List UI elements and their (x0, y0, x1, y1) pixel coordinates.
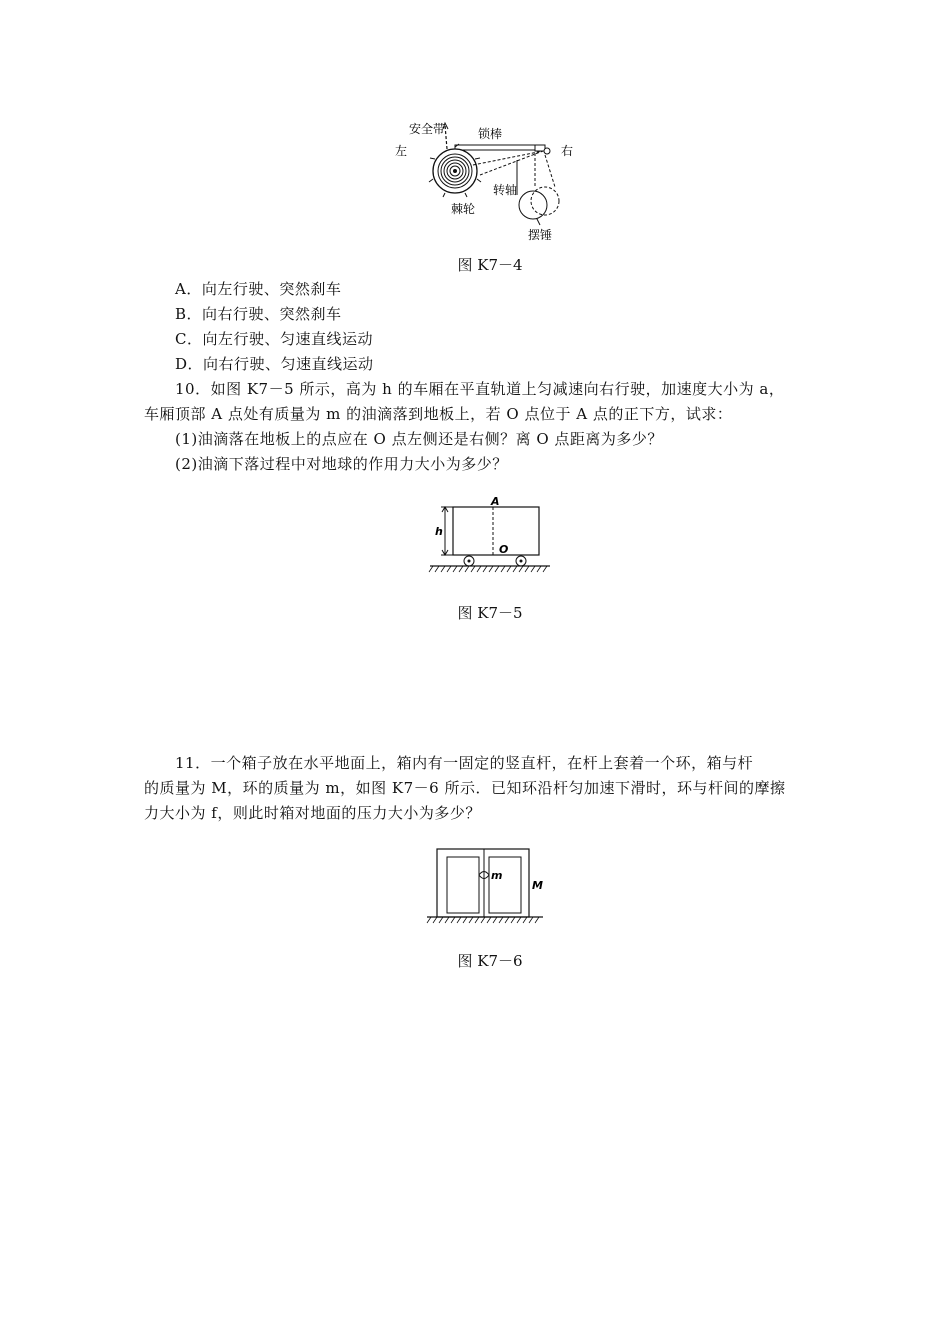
q10-line-2: 车厢顶部 A 点处有质量为 m 的油滴落到地板上，若 O 点位于 A 点的正下方，试求： (144, 405, 733, 423)
q10-line-1: 10．如图 K7－5 所示，高为 h 的车厢在平直轨道上匀减速向右行驶，加速度大小为 a， (175, 380, 785, 398)
figure-caption-k7-5: 图 K7－5 (457, 604, 523, 622)
q10-sub-1: (1)油滴落在地板上的点应在 O 点左侧还是右侧？离 O 点距离为多少？ (175, 430, 663, 448)
label-left: 左 (395, 144, 408, 158)
label-pendulum: 摆锤 (528, 228, 553, 242)
label-h: h (435, 525, 443, 538)
lock-bar (455, 145, 543, 150)
option-a: A．向左行驶、突然刹车 (175, 280, 342, 298)
label-o: O (499, 543, 509, 556)
option-d: D．向右行驶、匀速直线运动 (175, 355, 374, 373)
q11-line-2: 的质量为 M，环的质量为 m，如图 K7－6 所示．已知环沿杆匀加速下滑时，环与杆间的摩擦 (144, 779, 786, 797)
label-a: A (491, 495, 500, 508)
q11-line-3: 力大小为 f，则此时箱对地面的压力大小为多少？ (144, 804, 481, 822)
label-shaft: 转轴 (493, 183, 518, 197)
right-support (535, 145, 545, 151)
label-lock-bar: 锁棒 (478, 127, 503, 141)
option-b: B．向右行驶、突然刹车 (175, 305, 342, 323)
box-inner-right (489, 857, 521, 913)
label-ratchet: 棘轮 (451, 202, 476, 216)
option-c: C．向左行驶、匀速直线运动 (175, 330, 373, 348)
q11-line-1: 11．一个箱子放在水平地面上，箱内有一固定的竖直杆，在杆上套着一个环，箱与杆 (175, 754, 754, 772)
label-right: 右 (561, 144, 574, 158)
box-inner-left (447, 857, 479, 913)
q10-sub-2: (2)油滴下落过程中对地球的作用力大小为多少？ (175, 455, 508, 473)
figure-k7-5 (425, 495, 555, 580)
label-m: m (491, 869, 503, 882)
figure-k7-6 (425, 845, 555, 930)
label-big-m: M (532, 879, 543, 892)
label-belt: 安全带 (409, 122, 446, 136)
figure-k7-4 (385, 115, 585, 245)
figure-caption-k7-4: 图 K7－4 (457, 256, 523, 274)
figure-caption-k7-6: 图 K7－6 (457, 952, 523, 970)
train-car (453, 507, 539, 555)
pendulum-bob (519, 191, 547, 219)
